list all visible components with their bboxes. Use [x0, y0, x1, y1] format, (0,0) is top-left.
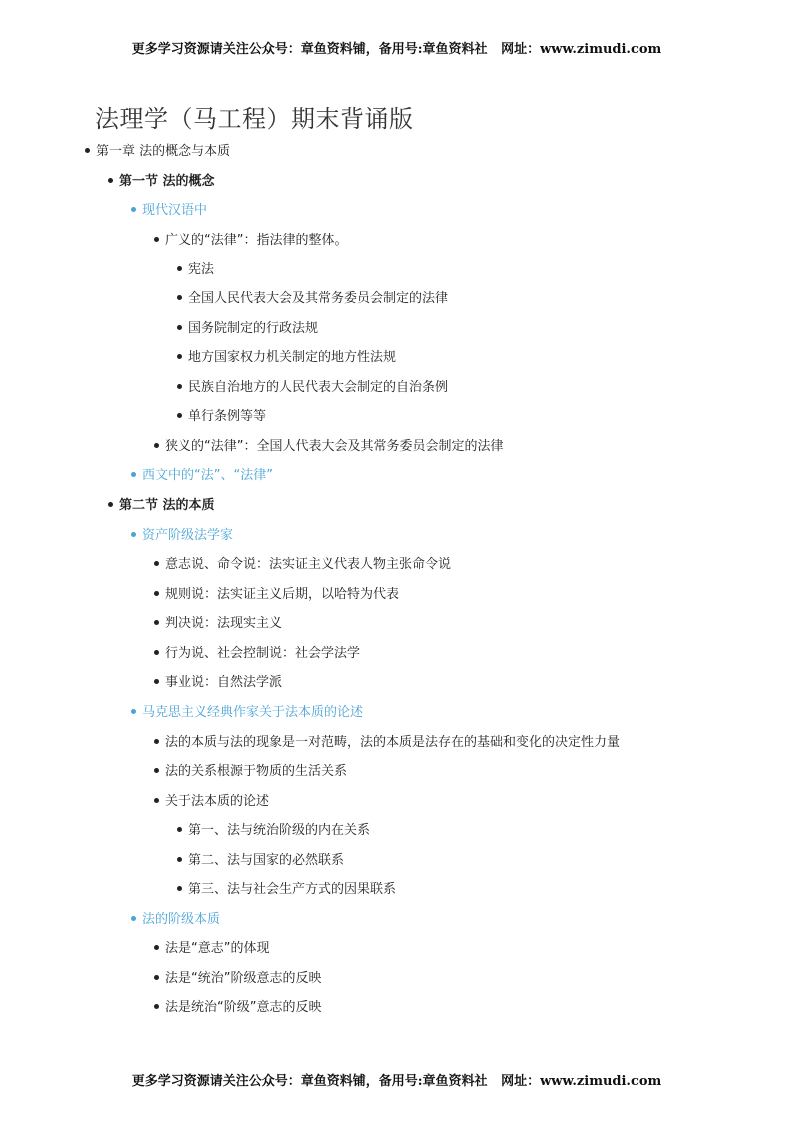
bullet-icon: [154, 650, 159, 655]
outline-item-topic: [131, 910, 220, 930]
outline-item-label: 第一、法与统治阶级的内在关系: [188, 823, 371, 838]
outline-item-section: [108, 496, 215, 516]
outline-item-label: 现代汉语中: [142, 203, 208, 218]
bullet-icon: [131, 472, 136, 477]
outline-item-detail: [177, 319, 318, 339]
bullet-icon: [131, 916, 136, 921]
outline-item-label: 法是统治“阶级”意志的反映: [165, 1000, 322, 1015]
outline-item-label: 行为说、社会控制说：社会学法学: [165, 646, 361, 661]
bullet-icon: [154, 945, 159, 950]
outline-item-point: [154, 555, 451, 575]
outline-item-label: 法是“统治”阶级意志的反映: [165, 971, 322, 986]
outline-item-point: [154, 231, 347, 251]
footer-banner: 更多学习资源请关注公众号：章鱼资料铺，备用号:章鱼资料社 网址：www.zimudi.com: [131, 1074, 662, 1089]
outline-item-detail: [177, 407, 266, 427]
outline-item-label: 关于法本质的论述: [165, 794, 270, 809]
outline-item-topic: [131, 703, 363, 723]
outline-item-point: [154, 585, 399, 605]
outline-item-topic: [131, 466, 273, 486]
outline-item-chapter: [85, 142, 230, 162]
outline-item-label: 法的阶级本质: [142, 912, 221, 927]
bullet-icon: [154, 443, 159, 448]
outline-item-label: 法的本质与法的现象是一对范畴，法的本质是法存在的基础和变化的决定性力量: [165, 735, 621, 750]
outline-item-label: 西文中的“法”、“法律”: [142, 468, 273, 483]
bullet-icon: [131, 207, 136, 212]
bullet-icon: [154, 739, 159, 744]
bullet-icon: [108, 178, 113, 183]
outline-item-point: [154, 762, 347, 782]
bullet-icon: [177, 325, 182, 330]
bullet-icon: [177, 295, 182, 300]
outline-item-label: 狭义的“法律”：全国人代表大会及其常务委员会制定的法律: [165, 439, 504, 454]
bullet-icon: [154, 620, 159, 625]
bullet-icon: [108, 502, 113, 507]
outline-item-label: 第二节 法的本质: [119, 498, 215, 513]
bullet-icon: [177, 266, 182, 271]
outline-item-detail: [177, 289, 448, 309]
bullet-icon: [154, 798, 159, 803]
outline-item-label: 宪法: [188, 262, 215, 277]
outline-item-section: [108, 172, 215, 192]
bullet-icon: [177, 827, 182, 832]
outline-item-point: [154, 733, 620, 753]
outline-item-label: 资产阶级法学家: [142, 528, 234, 543]
outline-item-point: [154, 437, 503, 457]
bullet-icon: [177, 384, 182, 389]
outline-item-label: 马克思主义经典作家关于法本质的论述: [142, 705, 364, 720]
outline-item-topic: [131, 526, 233, 546]
bullet-icon: [154, 561, 159, 566]
bullet-icon: [154, 768, 159, 773]
outline-item-point: [154, 644, 360, 664]
outline-item-point: [154, 998, 321, 1018]
outline-item-point: [154, 939, 269, 959]
bullet-icon: [177, 354, 182, 359]
outline-item-label: 第二、法与国家的必然联系: [188, 853, 345, 868]
page-title: 法理学（马工程）期末背诵版: [95, 105, 414, 133]
outline-item-label: 意志说、命令说：法实证主义代表人物主张命令说: [165, 557, 452, 572]
outline-item-point: [154, 614, 282, 634]
outline-item-label: 民族自治地方的人民代表大会制定的自治条例: [188, 380, 449, 395]
bullet-icon: [154, 975, 159, 980]
outline-item-label: 广义的“法律”：指法律的整体。: [165, 233, 348, 248]
outline-item-label: 判决说：法现实主义: [165, 616, 283, 631]
outline-item-topic: [131, 201, 207, 221]
outline-item-label: 法的关系根源于物质的生活关系: [165, 764, 348, 779]
outline-item-detail: [177, 821, 370, 841]
outline-item-detail: [177, 378, 448, 398]
bullet-icon: [154, 1004, 159, 1009]
outline-item-label: 地方国家权力机关制定的地方性法规: [188, 350, 397, 365]
outline-item-detail: [177, 260, 214, 280]
outline-item-label: 事业说：自然法学派: [165, 675, 283, 690]
bullet-icon: [154, 679, 159, 684]
outline-item-label: 规则说：法实证主义后期，以哈特为代表: [165, 587, 400, 602]
outline-item-label: 单行条例等等: [188, 409, 267, 424]
outline-item-label: 法是“意志”的体现: [165, 941, 270, 956]
bullet-icon: [85, 148, 90, 153]
outline-item-label: 全国人民代表大会及其常务委员会制定的法律: [188, 291, 449, 306]
outline-item-point: [154, 792, 269, 812]
outline-item-detail: [177, 851, 344, 871]
outline-item-detail: [177, 880, 396, 900]
outline-item-point: [154, 673, 282, 693]
outline-item-label: 第三、法与社会生产方式的因果联系: [188, 882, 397, 897]
bullet-icon: [177, 886, 182, 891]
bullet-icon: [131, 532, 136, 537]
outline-item-label: 国务院制定的行政法规: [188, 321, 319, 336]
outline-item-label: 第一节 法的概念: [119, 174, 215, 189]
bullet-icon: [177, 857, 182, 862]
outline-item-detail: [177, 348, 396, 368]
bullet-icon: [177, 413, 182, 418]
bullet-icon: [154, 237, 159, 242]
bullet-icon: [154, 591, 159, 596]
outline-item-point: [154, 969, 321, 989]
outline-item-label: 第一章 法的概念与本质: [96, 144, 231, 159]
bullet-icon: [131, 709, 136, 714]
header-banner: 更多学习资源请关注公众号：章鱼资料铺，备用号:章鱼资料社 网址：www.zimudi.com: [131, 42, 662, 57]
